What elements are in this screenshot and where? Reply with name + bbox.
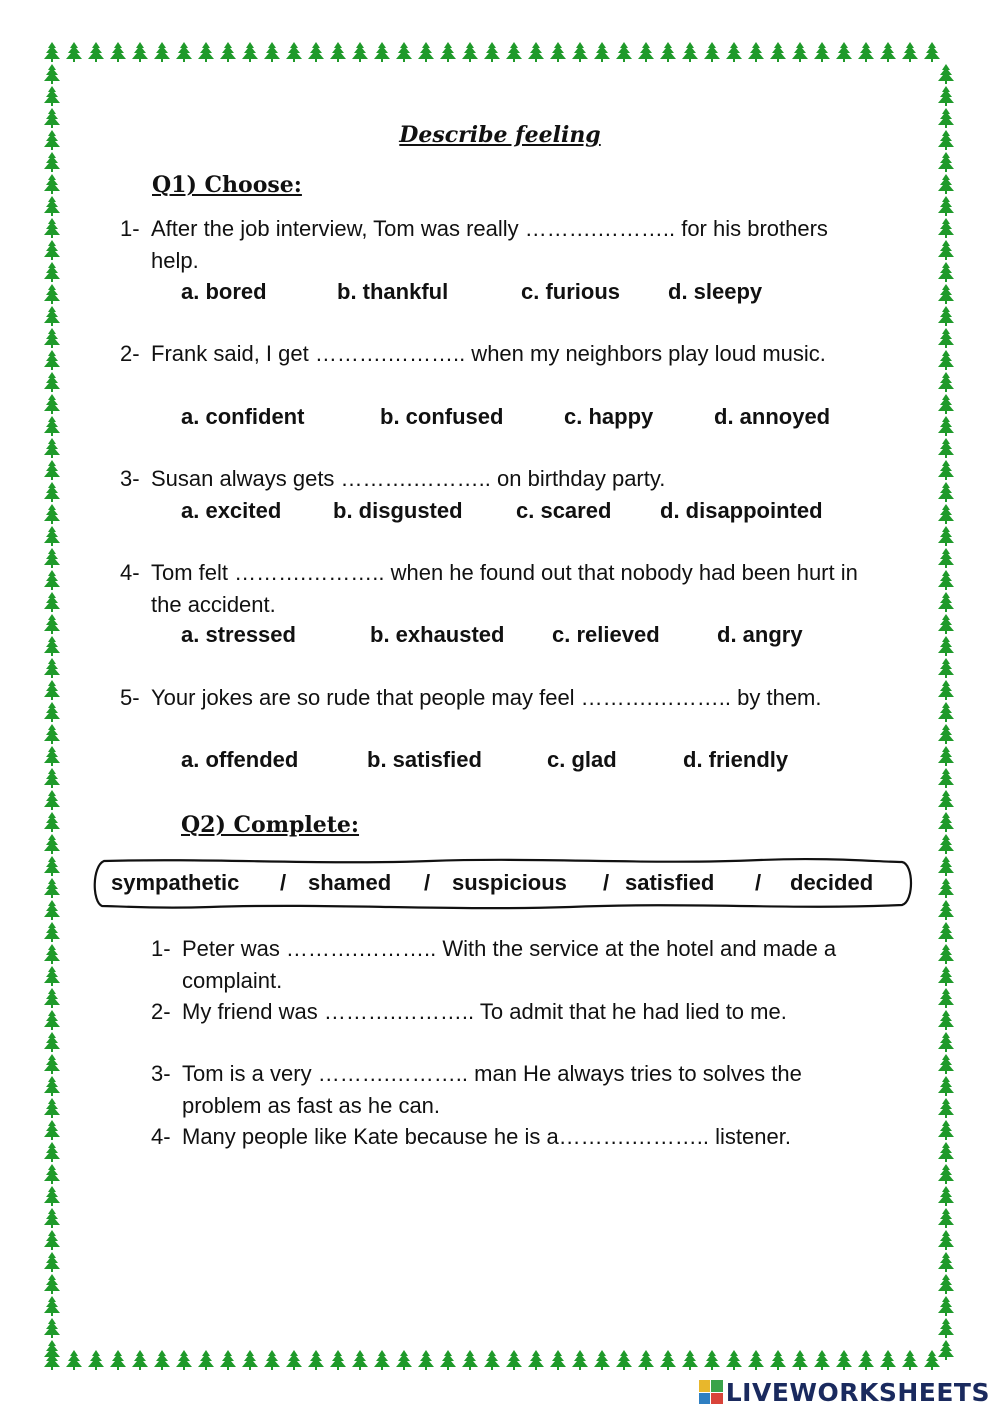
q1-3-option-d[interactable]: d. disappointed — [660, 498, 823, 523]
q1-5-option-d[interactable]: d. friendly — [683, 747, 789, 772]
q1-5-option-c[interactable]: c. glad — [547, 747, 617, 772]
tree-icon — [902, 1350, 918, 1370]
tree-icon — [924, 42, 940, 62]
tree-icon — [938, 1076, 954, 1096]
question-text: Tom felt ……….……….. when he found out that nobody had been hurt in the accident. — [151, 560, 858, 617]
tree-icon — [44, 64, 60, 84]
tree-icon — [44, 284, 60, 304]
word-bank-separator: / — [424, 870, 431, 895]
tree-icon — [484, 1350, 500, 1370]
tree-icon — [440, 42, 456, 62]
tree-icon — [704, 42, 720, 62]
tree-icon — [938, 1252, 954, 1272]
q1-question-4 — [120, 557, 880, 621]
tree-icon — [110, 42, 126, 62]
question-number: 1- — [120, 216, 140, 241]
q1-4-option-c[interactable]: c. relieved — [552, 622, 660, 647]
tree-icon — [44, 372, 60, 392]
tree-icon — [396, 1350, 412, 1370]
q1-2-option-b[interactable]: b. confused — [380, 404, 504, 429]
tree-icon — [938, 548, 954, 568]
q1-question-1 — [120, 213, 880, 277]
tree-icon — [44, 262, 60, 282]
tree-icon — [44, 526, 60, 546]
tree-icon — [660, 1350, 676, 1370]
tree-icon — [44, 878, 60, 898]
tree-icon — [44, 1318, 60, 1338]
tree-icon — [938, 856, 954, 876]
tree-icon — [88, 1350, 104, 1370]
tree-icon — [352, 42, 368, 62]
tree-icon — [938, 790, 954, 810]
tree-icon — [44, 416, 60, 436]
tree-icon — [938, 900, 954, 920]
tree-icon — [572, 1350, 588, 1370]
tree-icon — [198, 42, 214, 62]
tree-icon — [220, 42, 236, 62]
q1-2-option-a[interactable]: a. confident — [181, 404, 305, 429]
tree-icon — [938, 64, 954, 84]
q1-heading: Q1) Choose: — [152, 172, 302, 198]
tree-icon — [938, 1340, 954, 1360]
tree-icon — [528, 1350, 544, 1370]
sentence-text: Tom is a very ……….……….. man He always tries to solves the problem as fast as he can. — [182, 1061, 802, 1118]
tree-icon — [938, 1142, 954, 1162]
tree-icon — [902, 42, 918, 62]
tree-icon — [938, 1230, 954, 1250]
tree-icon — [330, 1350, 346, 1370]
q1-3-option-a[interactable]: a. excited — [181, 498, 282, 523]
q1-4-option-d[interactable]: d. angry — [717, 622, 803, 647]
tree-icon — [66, 1350, 82, 1370]
tree-icon — [374, 1350, 390, 1370]
tree-icon — [132, 1350, 148, 1370]
tree-icon — [938, 1208, 954, 1228]
tree-icon — [44, 834, 60, 854]
tree-icon — [938, 1318, 954, 1338]
tree-icon — [938, 262, 954, 282]
tree-icon — [44, 1296, 60, 1316]
q2-heading: Q2) Complete: — [181, 812, 360, 838]
tree-icon — [44, 1142, 60, 1162]
tree-icon — [660, 42, 676, 62]
tree-icon — [572, 42, 588, 62]
tree-icon — [616, 42, 632, 62]
tree-icon — [44, 988, 60, 1008]
word-bank-satisfied[interactable]: satisfied — [625, 870, 715, 895]
tree-icon — [132, 42, 148, 62]
tree-icon — [938, 394, 954, 414]
tree-icon — [938, 1032, 954, 1052]
tree-icon — [242, 42, 258, 62]
sentence-number: 1- — [151, 936, 171, 961]
tree-icon — [938, 1164, 954, 1184]
tree-icon — [938, 152, 954, 172]
tree-icon — [44, 1164, 60, 1184]
tree-icon — [242, 1350, 258, 1370]
tree-icon — [44, 724, 60, 744]
sentence-text: Many people like Kate because he is a……….……….. listener. — [182, 1124, 791, 1149]
tree-icon — [44, 922, 60, 942]
word-bank-separator: / — [755, 870, 762, 895]
tree-icon — [44, 394, 60, 414]
tree-icon — [550, 42, 566, 62]
tree-icon — [814, 42, 830, 62]
q1-2-option-c[interactable]: c. happy — [564, 404, 654, 429]
question-text: Susan always gets ……….……….. on birthday party. — [151, 466, 666, 491]
q2-sentence-3 — [151, 1058, 881, 1122]
tree-icon — [44, 702, 60, 722]
q1-4-option-b[interactable]: b. exhausted — [370, 622, 505, 647]
tree-icon — [938, 1120, 954, 1140]
tree-icon — [938, 570, 954, 590]
tree-icon — [748, 1350, 764, 1370]
tree-icon — [44, 636, 60, 656]
tree-icon — [858, 1350, 874, 1370]
tree-icon — [418, 1350, 434, 1370]
tree-icon — [792, 42, 808, 62]
tree-icon — [44, 1274, 60, 1294]
tree-icon — [938, 812, 954, 832]
word-bank-separator: / — [280, 870, 287, 895]
q1-1-option-c[interactable]: c. furious — [521, 279, 621, 304]
tree-icon — [938, 1186, 954, 1206]
tree-icon — [938, 218, 954, 238]
tree-icon — [44, 1054, 60, 1074]
tree-icon — [44, 680, 60, 700]
question-text: Frank said, I get ……….……….. when my neighbors play loud music. — [151, 341, 826, 366]
tree-icon — [44, 1032, 60, 1052]
tree-icon — [938, 240, 954, 260]
q1-1-option-a[interactable]: a. bored — [181, 279, 267, 304]
tree-icon — [198, 1350, 214, 1370]
tree-icon — [938, 922, 954, 942]
tree-icon — [44, 768, 60, 788]
tree-icon — [938, 328, 954, 348]
tree-icon — [938, 768, 954, 788]
sentence-number: 2- — [151, 999, 171, 1024]
tree-icon — [44, 812, 60, 832]
tree-icon — [462, 42, 478, 62]
tree-icon — [264, 1350, 280, 1370]
tree-icon — [44, 900, 60, 920]
tree-icon — [814, 1350, 830, 1370]
tree-icon — [938, 746, 954, 766]
q2-sentence-4 — [151, 1121, 881, 1185]
tree-icon — [938, 878, 954, 898]
tree-icon — [880, 42, 896, 62]
tree-icon — [154, 42, 170, 62]
question-number: 5- — [120, 685, 140, 710]
tree-icon — [44, 966, 60, 986]
tree-icon — [836, 42, 852, 62]
tree-icon — [44, 1120, 60, 1140]
q1-3-option-b[interactable]: b. disgusted — [333, 498, 463, 523]
q2-sentence-2 — [151, 996, 881, 1060]
tree-icon — [44, 1230, 60, 1250]
tree-icon — [938, 86, 954, 106]
liveworksheets-logo-icon — [699, 1380, 723, 1404]
tree-icon — [638, 1350, 654, 1370]
liveworksheets-logo[interactable] — [699, 1377, 990, 1407]
q1-1-option-b[interactable]: b. thankful — [337, 279, 449, 304]
tree-icon — [938, 526, 954, 546]
question-number: 2- — [120, 341, 140, 366]
tree-icon — [682, 42, 698, 62]
tree-icon — [938, 1098, 954, 1118]
tree-icon — [44, 328, 60, 348]
tree-icon — [938, 1054, 954, 1074]
tree-icon — [748, 42, 764, 62]
tree-icon — [938, 614, 954, 634]
tree-icon — [176, 42, 192, 62]
tree-icon — [938, 966, 954, 986]
tree-icon — [938, 416, 954, 436]
tree-icon — [938, 372, 954, 392]
tree-icon — [938, 1274, 954, 1294]
q2-sentence-1 — [151, 933, 881, 997]
tree-icon — [44, 790, 60, 810]
sentence-number: 3- — [151, 1061, 171, 1086]
tree-icon — [286, 1350, 302, 1370]
q1-question-3 — [120, 463, 880, 495]
tree-icon — [770, 42, 786, 62]
tree-icon — [44, 152, 60, 172]
tree-icon — [938, 196, 954, 216]
question-text: Your jokes are so rude that people may feel ……….……….. by them. — [151, 685, 822, 710]
tree-icon — [44, 856, 60, 876]
tree-icon — [44, 614, 60, 634]
tree-icon — [220, 1350, 236, 1370]
tree-icon — [528, 42, 544, 62]
tree-icon — [440, 1350, 456, 1370]
tree-icon — [44, 240, 60, 260]
tree-icon — [352, 1350, 368, 1370]
tree-icon — [154, 1350, 170, 1370]
tree-icon — [44, 350, 60, 370]
q1-1-option-d[interactable]: d. sleepy — [668, 279, 763, 304]
word-bank-suspicious[interactable]: suspicious — [452, 870, 567, 895]
q1-4-option-a[interactable]: a. stressed — [181, 622, 296, 647]
tree-icon — [44, 504, 60, 524]
tree-icon — [44, 42, 60, 62]
tree-icon — [938, 1296, 954, 1316]
tree-icon — [938, 482, 954, 502]
tree-icon — [938, 504, 954, 524]
tree-icon — [44, 1252, 60, 1272]
tree-icon — [938, 460, 954, 480]
tree-icon — [938, 306, 954, 326]
tree-icon — [88, 42, 104, 62]
tree-icon — [110, 1350, 126, 1370]
tree-icon — [44, 1208, 60, 1228]
tree-icon — [506, 1350, 522, 1370]
sentence-text: Peter was ……….……….. With the service at the hotel and made a complaint. — [182, 936, 837, 993]
sentence-number: 4- — [151, 1124, 171, 1149]
tree-icon — [286, 42, 302, 62]
tree-icon — [396, 42, 412, 62]
tree-icon — [308, 42, 324, 62]
tree-icon — [726, 42, 742, 62]
word-bank-sympathetic[interactable]: sympathetic — [111, 870, 240, 895]
tree-icon — [374, 42, 390, 62]
tree-icon — [44, 944, 60, 964]
question-number: 4- — [120, 560, 140, 585]
tree-icon — [330, 42, 346, 62]
tree-icon — [704, 1350, 720, 1370]
tree-icon — [308, 1350, 324, 1370]
tree-icon — [462, 1350, 478, 1370]
question-number: 3- — [120, 466, 140, 491]
tree-icon — [938, 174, 954, 194]
tree-icon — [44, 1010, 60, 1030]
tree-icon — [44, 196, 60, 216]
q1-question-5 — [120, 682, 880, 746]
tree-icon — [44, 1076, 60, 1096]
tree-icon — [44, 306, 60, 326]
tree-icon — [616, 1350, 632, 1370]
tree-icon — [938, 944, 954, 964]
tree-icon — [264, 42, 280, 62]
tree-icon — [44, 218, 60, 238]
tree-icon — [418, 42, 434, 62]
tree-icon — [938, 592, 954, 612]
word-bank-separator: / — [603, 870, 610, 895]
tree-icon — [44, 570, 60, 590]
word-bank-decided[interactable]: decided — [790, 870, 874, 895]
tree-icon — [44, 548, 60, 568]
tree-icon — [938, 658, 954, 678]
tree-icon — [858, 42, 874, 62]
tree-icon — [638, 42, 654, 62]
tree-icon — [938, 1010, 954, 1030]
q1-5-option-a[interactable]: a. offended — [181, 747, 299, 772]
tree-icon — [792, 1350, 808, 1370]
tree-icon — [484, 42, 500, 62]
logo-text: LIVEWORKSHEETS — [725, 1377, 990, 1407]
word-bank-shamed[interactable]: shamed — [308, 870, 392, 895]
tree-icon — [44, 482, 60, 502]
tree-icon — [880, 1350, 896, 1370]
tree-icon — [682, 1350, 698, 1370]
tree-icon — [938, 350, 954, 370]
tree-icon — [938, 834, 954, 854]
tree-icon — [44, 174, 60, 194]
tree-icon — [44, 1186, 60, 1206]
tree-icon — [44, 438, 60, 458]
tree-icon — [938, 680, 954, 700]
tree-icon — [938, 724, 954, 744]
tree-icon — [44, 1098, 60, 1118]
tree-icon — [44, 746, 60, 766]
q1-2-option-d[interactable]: d. annoyed — [714, 404, 831, 429]
tree-icon — [550, 1350, 566, 1370]
sentence-text: My friend was ……….……….. To admit that he had lied to me. — [182, 999, 787, 1024]
tree-icon — [594, 42, 610, 62]
page-title: Describe feeling — [399, 122, 601, 148]
tree-icon — [66, 42, 82, 62]
tree-icon — [836, 1350, 852, 1370]
tree-icon — [594, 1350, 610, 1370]
tree-icon — [924, 1350, 940, 1370]
tree-icon — [176, 1350, 192, 1370]
tree-icon — [44, 658, 60, 678]
tree-icon — [44, 592, 60, 612]
tree-icon — [938, 702, 954, 722]
tree-icon — [770, 1350, 786, 1370]
question-text: After the job interview, Tom was really ……….……….. for his brothers help. — [151, 216, 828, 273]
tree-icon — [44, 1340, 60, 1360]
tree-icon — [938, 636, 954, 656]
tree-icon — [938, 438, 954, 458]
q1-3-option-c[interactable]: c. scared — [516, 498, 612, 523]
tree-icon — [726, 1350, 742, 1370]
tree-icon — [938, 284, 954, 304]
q1-5-option-b[interactable]: b. satisfied — [367, 747, 482, 772]
tree-icon — [44, 460, 60, 480]
tree-icon — [506, 42, 522, 62]
tree-icon — [44, 86, 60, 106]
tree-icon — [938, 988, 954, 1008]
q1-question-2 — [120, 338, 880, 402]
